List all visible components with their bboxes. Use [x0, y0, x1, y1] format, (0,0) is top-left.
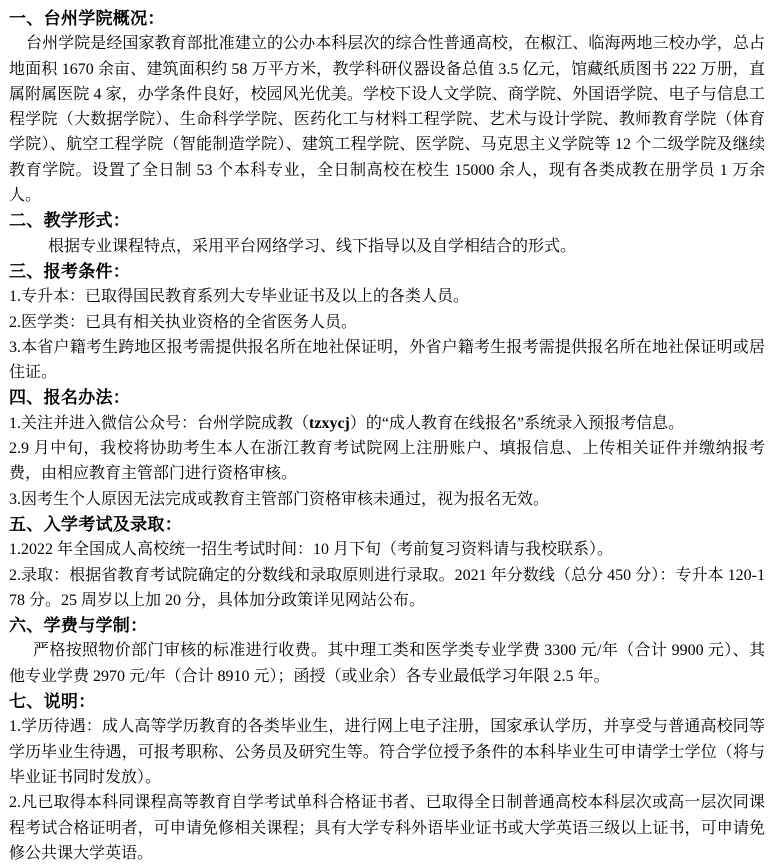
- exam-admission-item-1: 1.2022 年全国成人高校统一招生考试时间：10 月下旬（考前复习资料请与我校联系）。: [9, 541, 614, 559]
- registration-item-1: [9, 411, 765, 436]
- application-condition-item-3: 3.本省户籍考生跨地区报考需提供报名所在地社保证明，外省户籍考生报考需提供报名所在地社保证明或居住证。: [9, 338, 765, 382]
- section-application-conditions-heading: 三、报考条件：: [9, 261, 131, 281]
- exam-admission-item-2: 2.录取：根据省教育考试院确定的分数线和录取原则进行录取。2021 年分数线（总分 450 分）：专升本 120-178 分。25 周岁以上加 20 分，具体加分政策详见网站公布。: [9, 566, 765, 609]
- section-registration-method: [9, 385, 765, 511]
- section-application-conditions: [9, 259, 765, 385]
- section-exam-admission-heading: 五、入学考试及录取：: [9, 514, 182, 534]
- registration-item-1-text-post: ）的“成人教育在线报名”系统录入预报考信息。: [349, 414, 685, 432]
- section-exam-admission: [9, 512, 765, 613]
- teaching-format-paragraph: 根据专业课程特点，采用平台网络学习、线下指导以及自学相结合的形式。: [48, 237, 577, 255]
- section-teaching-format-heading: 二、教学形式：: [9, 211, 131, 231]
- registration-item-1-text-pre: 1.关注并进入微信公众号：台州学院成教（: [9, 414, 310, 432]
- registration-item-2: 2.9 月中旬，我校将协助考生本人在浙江教育考试院网上注册账户、填报信息、上传相关证件并缴纳报考费，由相应教育主管部门进行资格审核。: [9, 440, 765, 483]
- section-notes: [9, 689, 765, 866]
- section-registration-method-heading: 四、报名办法：: [9, 388, 131, 408]
- wechat-account-id: tzxycj: [309, 414, 350, 432]
- application-condition-item-1: 1.专升本：已取得国民教育系列大专毕业证书及以上的各类人员。: [9, 288, 470, 306]
- section-overview-heading: 一、台州学院概况：: [9, 9, 165, 28]
- registration-item-3: 3.因考生个人原因无法完成或教育主管部门资格审核未通过，视为报名无效。: [9, 490, 550, 508]
- section-notes-heading: 七、说明：: [9, 692, 96, 712]
- section-teaching-format: [9, 208, 765, 259]
- section-overview: [9, 6, 765, 208]
- overview-paragraph: 台州学院是经国家教育部批准建立的公办本科层次的综合性普通高校，在椒江、临海两地三校办学，总占地面积 1670 余亩、建筑面积约 58 万平方米，教学科研仪器设备总值 3.5 亿元，馆藏纸质图书 222 万册，直属附属医院 4 家，办学条件良好，校园风光优美。学校下设人文学院、商学院、外国语学院、电子与信息工程学院（大数据学院）、生命科学学院、医药化工与材料工程学院、艺术与设计学院、教师教育学院（体育学院）、航空工程学院（智能制造学院）、建筑工程学院、医学院、马克思主义学院等 12 个二级学院及继续教育学院。设置了全日制 53 个本科专业，全日制高校在校生 15000 余人，现有各类成教在册学员 1 万余人。: [9, 35, 765, 205]
- notes-item-2: 2.凡已取得本科同课程高等教育自学考试单科合格证书者、已取得全日制普通高校本科层次或高一层次同课程考试合格证明者，可申请免修相关课程；具有大学专科外语毕业证书或大学英语三级以上证书，可申请免修公共课大学英语。: [9, 794, 765, 862]
- notes-item-1: 1.学历待遇：成人高等学历教育的各类毕业生，进行网上电子注册，国家承认学历，并享受与普通高校同等学历毕业生待遇，可报考职称、公务员及研究生等。符合学位授予条件的本科毕业生可申请学士学位（将与毕业证书同时发放）。: [9, 718, 765, 786]
- section-tuition-heading: 六、学费与学制：: [9, 616, 148, 636]
- tuition-paragraph: 严格按照物价部门审核的标准进行收费。其中理工类和医学类专业学费 3300 元/年（合计 9900 元）、其他专业学费 2970 元/年（合计 8910 元）；函授（或业余）各专业最低学习年限 2.5 年。: [9, 642, 765, 685]
- application-condition-item-2: 2.医学类：已具有相关执业资格的全省医务人员。: [9, 313, 358, 331]
- section-tuition: [9, 613, 765, 689]
